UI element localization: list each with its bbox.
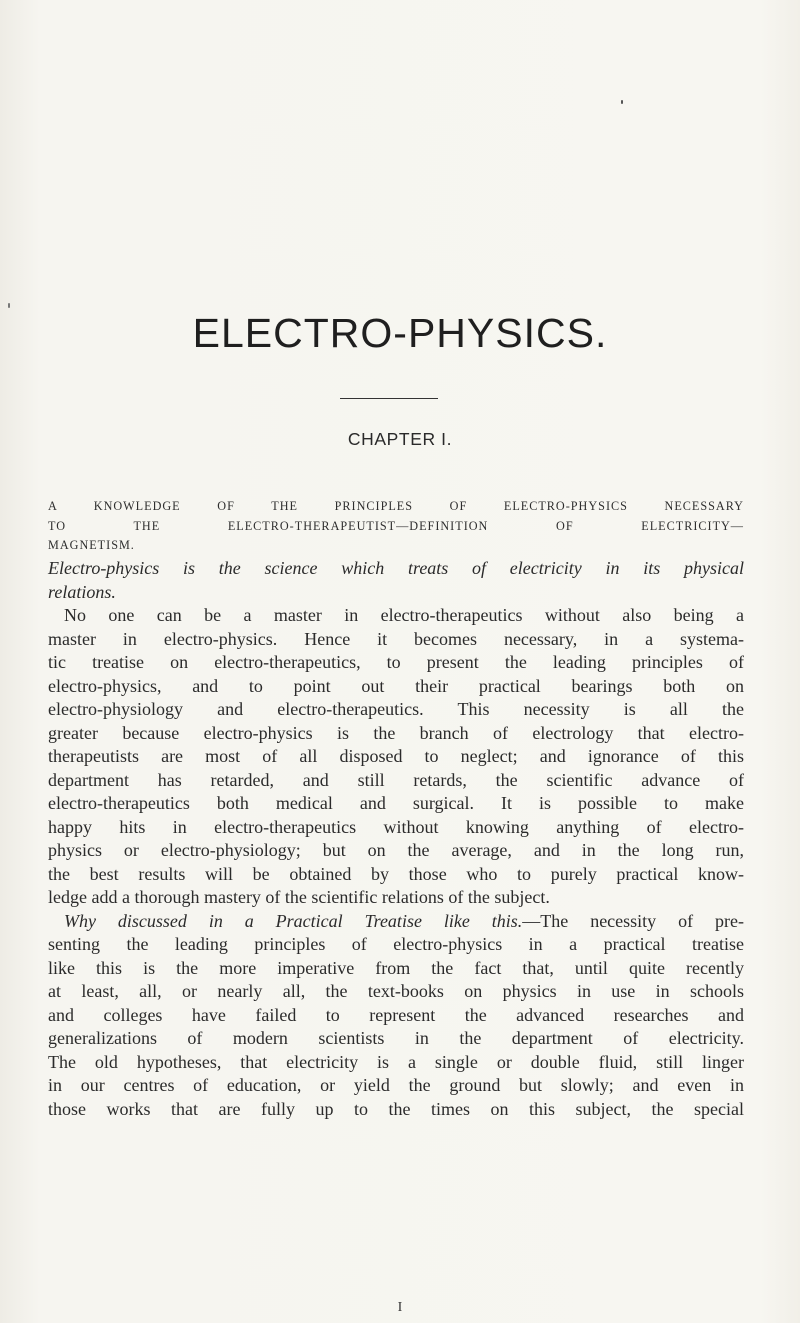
paragraph-line: those works that are fully up to the times on this subject, the special: [48, 1098, 744, 1119]
definition-line: Electro-physics is the science which treats of electricity in its physical: [48, 558, 744, 578]
paragraph-line: electro-physics, and to point out their practical bearings both on: [48, 675, 744, 696]
paragraph-line: electro-physiology and electro-therapeutics. This necessity is all the: [48, 699, 744, 719]
body-text: [48, 557, 744, 1121]
margin-mark: [8, 303, 10, 308]
paragraph-line: the best results will be obtained by those who to purely practical know-: [48, 863, 744, 884]
title-rule: [340, 398, 438, 399]
paragraph-line: senting the leading principles of electro-physics in a practical treatise: [48, 934, 744, 954]
paragraph-line: department has retarded, and still retards, the scientific advance of: [48, 769, 744, 790]
paragraph-line: tic treatise on electro-therapeutics, to present the leading principles of: [48, 652, 744, 672]
paragraph-line: in our centres of education, or yield the ground but slowly; and even in: [48, 1075, 744, 1095]
paragraph-line: like this is the more imperative from the fact that, until quite recently: [48, 957, 744, 978]
paragraph-line: happy hits in electro-therapeutics without knowing anything of electro-: [48, 816, 744, 837]
synopsis-line: TO THE ELECTRO-THERAPEUTIST—DEFINITION OF ELECTRICITY—: [48, 518, 744, 533]
paragraph-line: master in electro-physics. Hence it becomes necessary, in a systema-: [48, 628, 744, 649]
paragraph-line: No one can be a master in electro-therapeutics without also being a: [64, 605, 744, 625]
page-number: I: [397, 1300, 403, 1315]
synopsis-line: A KNOWLEDGE OF THE PRINCIPLES OF ELECTRO-PHYSICS NECESSARY: [48, 499, 744, 513]
definition-line: relations.: [48, 581, 116, 602]
paragraph-line: electro-therapeutics both medical and surgical. It is possible to make: [48, 793, 744, 813]
paragraph-line: at least, all, or nearly all, the text-books on physics in use in schools: [48, 981, 744, 1001]
paragraph-line: physics or electro-physiology; but on the average, and in the long run,: [48, 840, 744, 860]
side-heading: Why discussed in a Practical Treatise like this.: [64, 910, 523, 931]
paragraph-line: and colleges have failed to represent the advanced researches and: [48, 1004, 744, 1025]
paragraph-line: therapeutists are most of all disposed to neglect; and ignorance of this: [48, 746, 744, 766]
side-heading-continuation: —The necessity of pre-: [522, 910, 744, 931]
paragraph-line: greater because electro-physics is the branch of electrology that electro-: [48, 722, 744, 743]
book-title: ELECTRO-PHYSICS.: [192, 310, 608, 356]
chapter-synopsis: [48, 497, 744, 556]
paragraph-line: [48, 910, 744, 934]
synopsis-line: MAGNETISM.: [48, 538, 135, 552]
paragraph-line: generalizations of modern scientists in the department of electricity.: [48, 1028, 744, 1048]
paragraph-line: The old hypotheses, that electricity is a single or double fluid, still linger: [48, 1051, 744, 1072]
margin-mark: [621, 100, 623, 104]
paragraph-line: ledge add a thorough mastery of the scientific relations of the subject.: [48, 887, 550, 907]
chapter-heading: CHAPTER I.: [347, 429, 453, 449]
